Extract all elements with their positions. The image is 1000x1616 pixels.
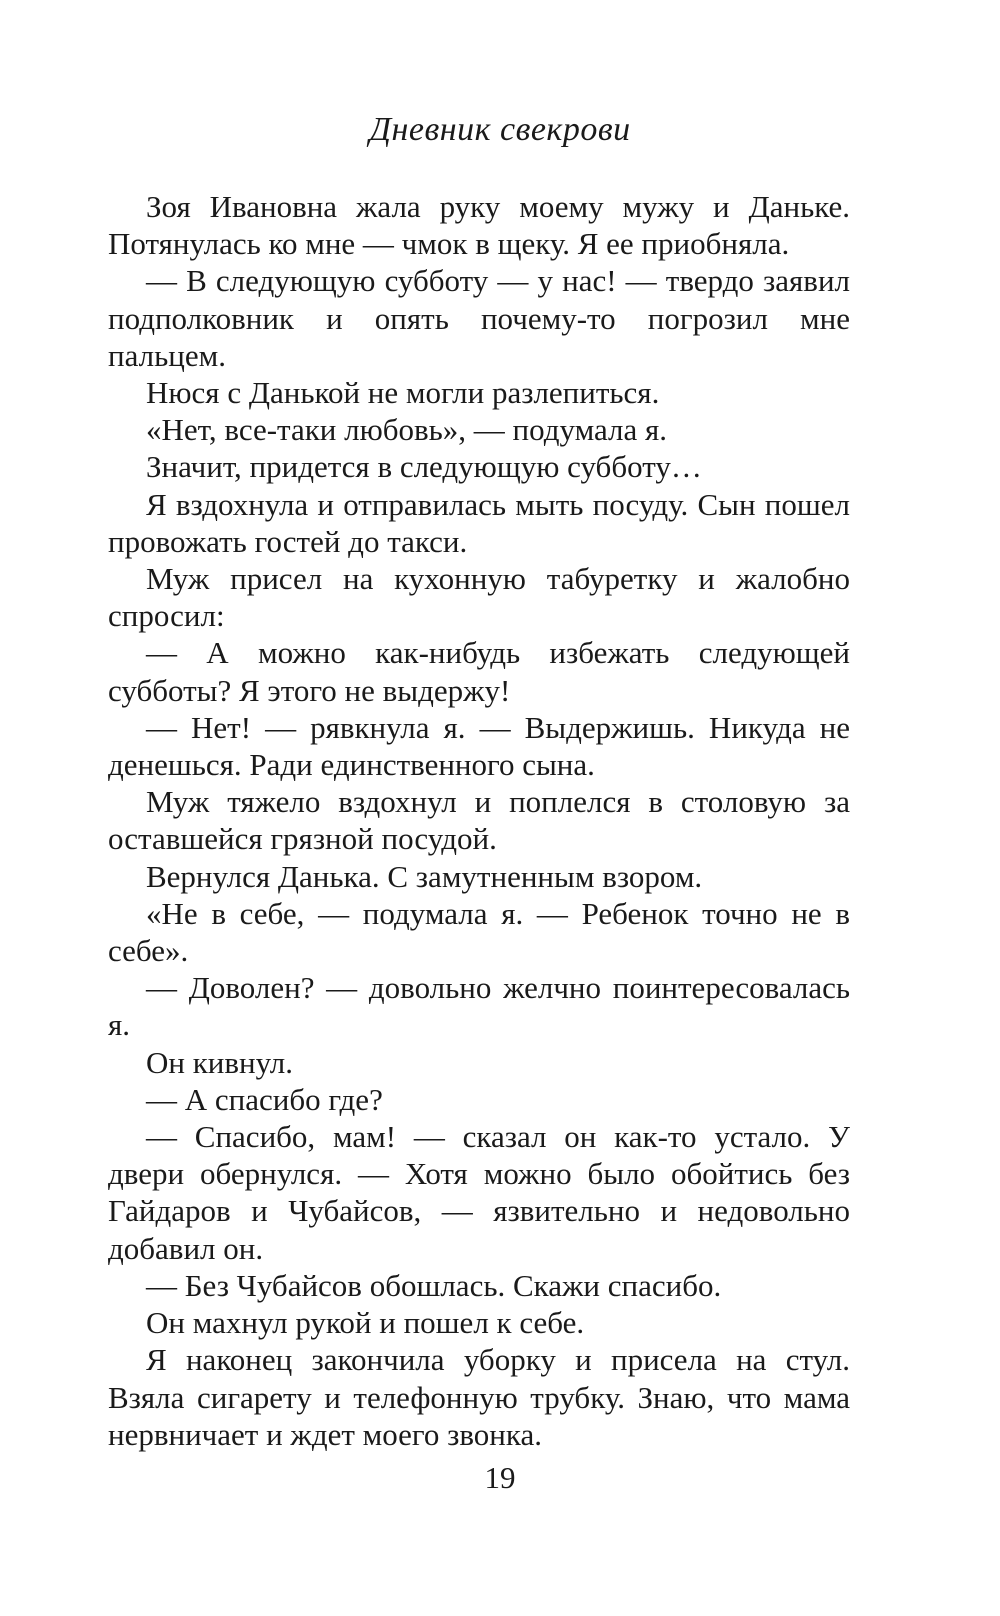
paragraph: Значит, придется в следующую субботу… [146, 449, 702, 485]
paragraph: — В следующую субботу — у нас! — твердо заявил подполковник и опять почему-то погрозил мне пальцем. [108, 263, 850, 373]
paragraph: Зоя Ивановна жала руку моему мужу и Даньке. Потянулась ко мне — чмок в щеку. Я ее приобняла. [108, 189, 850, 262]
paragraph: Муж присел на кухонную табуретку и жалобно спросил: [108, 561, 850, 634]
paragraph: Нюся с Данькой не могли разлепиться. [146, 375, 660, 411]
paragraph: Муж тяжело вздохнул и поплелся в столовую за оставшейся грязной посудой. [108, 784, 850, 857]
paragraph: «Нет, все-таки любовь», — подумала я. [146, 412, 668, 448]
paragraph: — Доволен? — довольно желчно поинтересовалась я. [108, 970, 850, 1043]
page-number: 19 [484, 1460, 516, 1495]
running-head-title: Дневник свекрови [369, 111, 631, 148]
paragraph: Я вздохнула и отправилась мыть посуду. Сын пошел провожать гостей до такси. [108, 486, 850, 559]
paragraph: — Спасибо, мам! — сказал он как-то устало. У двери обернулся. — Хотя можно было обойтись без Гайдаров и Чубайсов, — язвительно и недовольно добавил он. [108, 1119, 850, 1266]
paragraph: Вернулся Данька. С замутненным взором. [146, 858, 703, 894]
paragraph: Он кивнул. [146, 1044, 293, 1080]
body-text [108, 188, 850, 1453]
paragraph: Он махнул рукой и пошел к себе. [146, 1305, 585, 1341]
paragraph: Я наконец закончила уборку и присела на стул. Взяла сигарету и телефонную трубку. Знаю, что мама нервничает и ждет моего звонка. [108, 1342, 850, 1452]
paragraph: — А спасибо где? [146, 1081, 383, 1117]
paragraph: «Не в себе, — подумала я. — Ребенок точно не в себе». [108, 895, 850, 969]
paragraph: — Нет! — рявкнула я. — Выдержишь. Никуда не денешься. Ради единственного сына. [108, 709, 850, 783]
paragraph: — Без Чубайсов обошлась. Скажи спасибо. [146, 1267, 722, 1303]
paragraph: — А можно как-нибудь избежать следующей субботы? Я этого не выдержу! [108, 635, 850, 708]
